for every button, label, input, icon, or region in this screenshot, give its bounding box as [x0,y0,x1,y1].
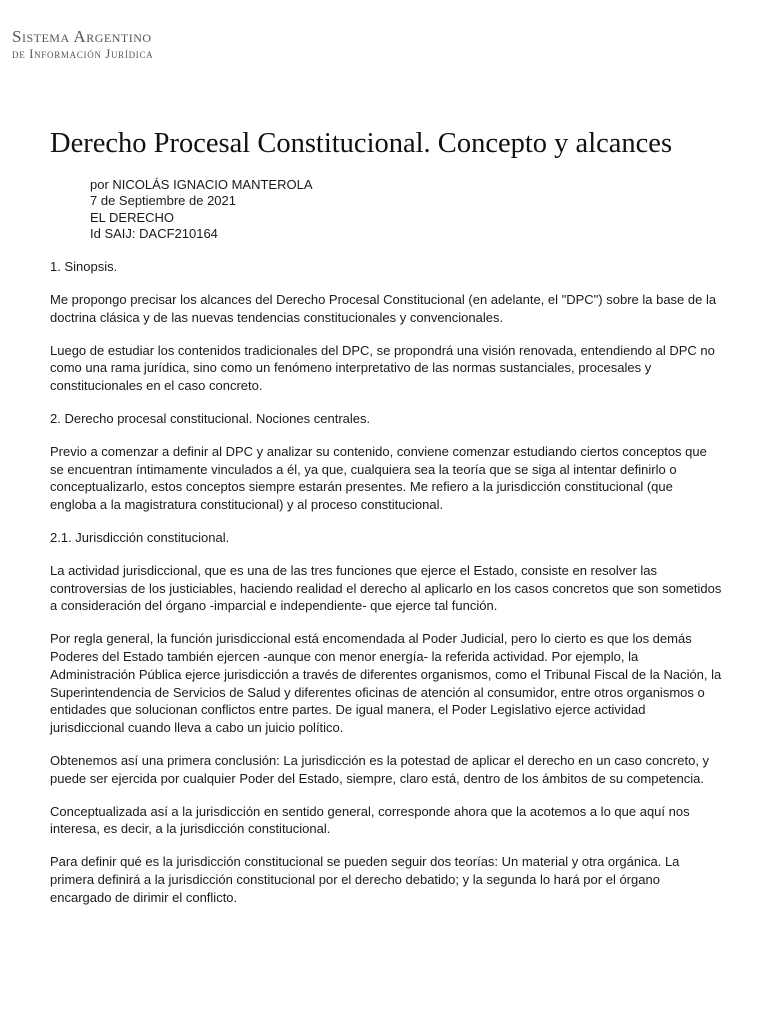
document-meta [90,177,722,242]
paragraph: 2.1. Jurisdicción constitucional. [50,529,230,545]
paragraph: La actividad jurisdiccional, que es una de las tres funciones que ejerce el Estado, consiste en resolver las controversias de los justiciables, haciendo realidad el derecho al aplicarlo en los casos concretos que son sometidos a consideración del órgano -imparcial e independiente- que ejerce tal función. [50,562,722,614]
document [50,128,722,922]
paragraph: 1. Sinopsis. [50,259,118,275]
paragraph: Por regla general, la función jurisdiccional está encomendada al Poder Judicial, pero lo cierto es que los demás Poderes del Estado también ejercen -aunque con menor energía- la referida actividad. Por ejemplo, la Administración Pública ejerce jurisdicción a través de diferentes organismos, como el Tribunal Fiscal de la Nación, la Superintendencia de Servicios de Salud y diferentes oficinas de atención al consumidor, entre otros organismos o entidades que solucionan conflictos entre partes. De igual manera, el Poder Legislativo ejerce actividad jurisdiccional cuando lleva a cabo un juicio político. [50,631,722,736]
publication-date: 7 de Septiembre de 2021 [90,193,236,209]
site-logo [12,28,153,61]
paragraph: 2. Derecho procesal constitucional. Nociones centrales. [50,410,371,426]
logo-line-1: Sistema Argentino [12,27,152,46]
paragraph: Para definir qué es la jurisdicción constitucional se pueden seguir dos teorías: Un material y otra orgánica. La primera definirá a la jurisdicción constitucional por el derecho debatido; y la segunda lo hará por el órgano encargado de dirimir el conflicto. [50,854,680,905]
document-body [50,258,722,906]
paragraph: Obtenemos así una primera conclusión: La jurisdicción es la potestad de aplicar el derecho en un caso concreto, y puede ser ejercida por cualquier Poder del Estado, siempre, claro está, dentro de los ámbitos de su competencia. [50,752,710,786]
saij-id: Id SAIJ: DACF210164 [90,225,218,241]
paragraph: Previo a comenzar a definir al DPC y analizar su contenido, conviene comenzar estudiando ciertos conceptos que se encuentran íntimamente vinculados a él, ya que, cualquiera sea la teoría que se siga al intentar definirlo o conceptualizarlo, estos conceptos siempre estarán presentes. Me refiero a la jurisdicción constitucional (que engloba a la magistratura constitucional) y al proceso constitucional. [50,443,707,513]
logo-line-2: de Información Jurídica [12,47,154,61]
author-line: por NICOLÁS IGNACIO MANTEROLA [90,177,313,192]
publication-source: EL DERECHO [90,209,175,225]
paragraph: Conceptualizada así a la jurisdicción en sentido general, corresponde ahora que la acotemos a lo que aquí nos interesa, es decir, a la jurisdicción constitucional. [50,803,690,837]
paragraph: Luego de estudiar los contenidos tradicionales del DPC, se propondrá una visión renovada, entendiendo al DPC no como una rama jurídica, sino como un fenómeno interpretativo de las normas sustanciales, procesales y constitucionales en el caso concreto. [50,342,715,394]
paragraph: Me propongo precisar los alcances del Derecho Procesal Constitucional (en adelante, el "DPC") sobre la base de la doctrina clásica y de las nuevas tendencias constitucionales y convencionales. [50,291,717,325]
document-title: Derecho Procesal Constitucional. Concepto y alcances [50,128,673,159]
